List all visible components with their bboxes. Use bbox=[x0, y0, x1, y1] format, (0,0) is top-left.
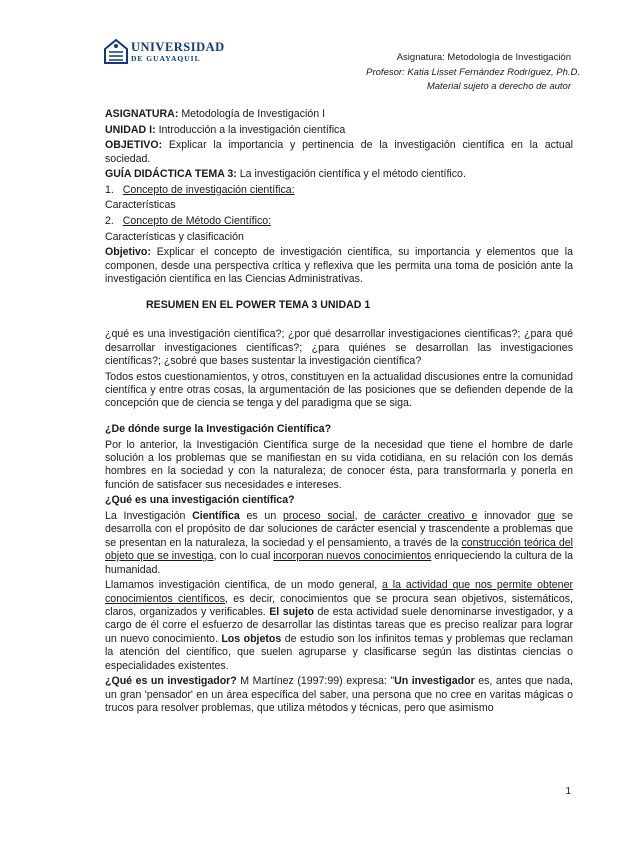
university-logo bbox=[103, 37, 225, 69]
header-copyright: Material sujeto a derecho de autor bbox=[426, 81, 571, 92]
paragraph-3: La Investigación Científica es un proceso social, de carácter creativo e innovador que se desarrolla con el propósito de dar soluciones de carácter esencial y trascendente a problemas que se presentan en la naturaleza, la sociedad y el pensamiento, a través de la construcción teórica del objeto que se investiga, con lo cual incorporan nuevos conocimientos enriqueciendo la cultura de la humanidad. bbox=[105, 509, 574, 576]
paragraph-1: Todos estos cuestionamientos, y otros, constituyen en la actualidad discusiones entre la comunidad científica y entre otras cosas, la argumentación de las posiciones que se defienden depende de la concepción que de ciencia se tenga y del paradigma que se siga. bbox=[105, 370, 573, 410]
crest-icon bbox=[103, 37, 129, 67]
asignatura-line: ASIGNATURA: Metodología de Investigación I bbox=[105, 108, 326, 120]
logo-line2: DE GUAYAQUIL bbox=[131, 54, 201, 63]
objetivo-line: OBJETIVO: Explicar la importancia y pertinencia de la investigación científica en la actual sociedad. bbox=[105, 139, 573, 165]
header-professor: Profesor: Katia Lisset Fernández Rodríguez, Ph.D. bbox=[366, 67, 580, 78]
objetivo2-paragraph: Objetivo: Explicar el concepto de investigación científica, su importancia y elementos que la componen, desde una perspectiva crítica y reflexiva que les permita una toma de posición ante la investigación científica en las Ciencias Administrativas. bbox=[105, 246, 573, 285]
paragraph-4: Llamamos investigación científica, de un modo general, a la actividad que nos permite obtener conocimientos científicos, es decir, conocimientos que se procura sean objetivos, sistemáticos, claros, organizados y verificables. El sujeto de esta actividad suele denominarse investigador, y a cargo de él corre el esfuerzo de desarrollar las distintas tareas que es preciso realizar para lograr un nuevo conocimiento. Los objetos de estudio son los infinitos temas y problemas que reclaman la atención del científico, que suelen agruparse y clasificarse según las distintas ciencias o especialidades existentes. bbox=[105, 579, 573, 672]
list-item-1-sub: Características bbox=[105, 199, 176, 212]
list-item-1: 1. Concepto de investigación científica: bbox=[105, 183, 295, 196]
guia-line: GUÍA DIDÁCTICA TEMA 3: La investigación científica y el método científico. bbox=[105, 168, 466, 181]
heading-origin: ¿De dónde surge la Investigación Científica? bbox=[105, 422, 332, 435]
paragraph-2: Por lo anterior, la Investigación Científica surge de la necesidad que tiene el hombre de darle solución a los problemas que se manifiestan en su vida cotidiana, en su relación con los demás hombres en la sociedad y con la naturaleza; de conocer ésta, para transformarla y ponerla en función de satisfacer sus necesidades e intereses. bbox=[105, 438, 573, 491]
heading-what: ¿Qué es una investigación científica? bbox=[105, 494, 295, 507]
document-body bbox=[105, 108, 573, 718]
summary-title: RESUMEN EN EL POWER TEMA 3 UNIDAD 1 bbox=[146, 298, 371, 311]
list-item-2: 2. Concepto de Método Científico: bbox=[105, 214, 272, 227]
page-number: 1 bbox=[565, 786, 571, 797]
list-item-2-sub: Características y clasificación bbox=[105, 230, 244, 243]
questions-intro: ¿qué es una investigación científica?; ¿por qué desarrollar investigaciones científicas?; ¿para qué desarrollar investigaciones científicas?; ¿para quiénes se desarrollan las investigaciones científicas?; ¿sobré que bases sustentar la investigación científica? bbox=[105, 328, 573, 367]
logo-line1: UNIVERSIDAD bbox=[131, 40, 225, 54]
header-subject: Asignatura: Metodología de Investigación bbox=[396, 52, 571, 63]
unidad-line: UNIDAD I: Introducción a la investigación científica bbox=[105, 123, 346, 136]
paragraph-5: ¿Qué es un investigador? M Martínez (1997:99) expresa: "Un investigador es, antes que nada, un gran 'pensador' en un área específica del saber, una persona que no cree en varitas mágicas o trucos para resolver problemas, que utiliza métodos y técnicas, pero que asimismo bbox=[105, 675, 573, 715]
